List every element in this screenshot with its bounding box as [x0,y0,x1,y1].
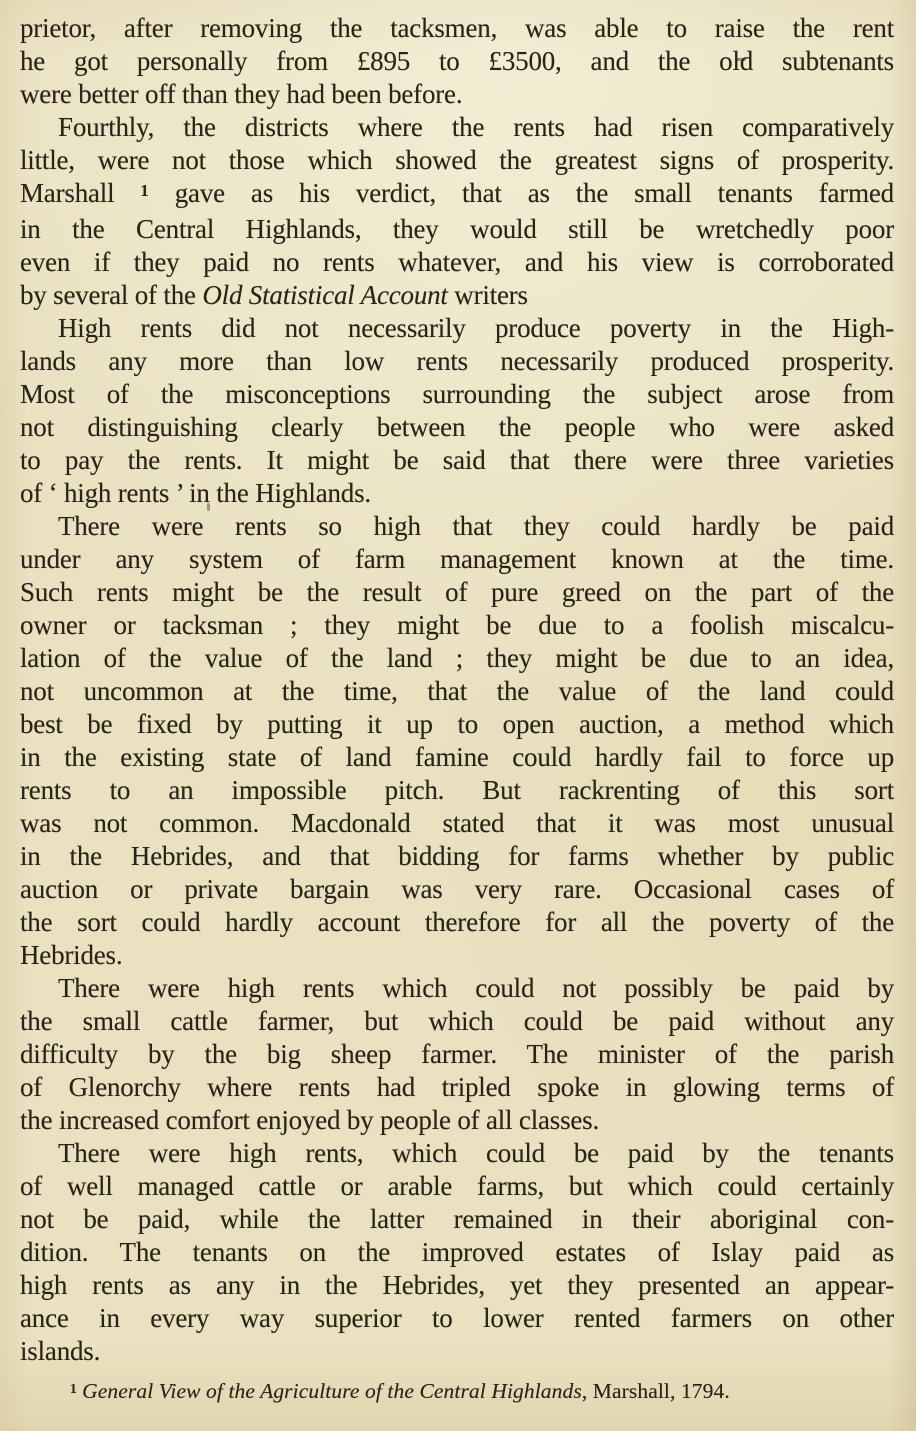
text-line [20,1005,894,1038]
text-line [20,111,894,144]
text-segment: not be paid, while the latter remained in their aboriginal con- [20,1204,894,1234]
text-segment: of ‘ high rents ’ in the Highlands. [20,478,371,508]
text-segment: not uncommon at the time, that the value of the land could [20,676,894,706]
text-line [20,939,894,972]
text-line [20,807,894,840]
paragraph [20,12,894,111]
text-line [20,1038,894,1071]
text-line [20,177,894,213]
text-line [20,1104,894,1137]
text-line [20,1269,894,1302]
text-segment: in the existing state of land famine could hardly fail to force up [20,742,894,772]
text-segment: the small cattle farmer, but which could be paid without any [20,1006,894,1036]
text-segment: by several of the [20,280,203,310]
text-segment: prietor, after removing the tacksmen, was able to raise the rent [20,13,894,43]
paragraph [20,972,894,1137]
text-line [20,906,894,939]
text-segment: Such rents might be the result of pure greed on the part of the [20,577,894,607]
text-segment: high rents as any in the Hebrides, yet they presented an appear- [20,1270,894,1300]
text-segment: he got personally from £895 to £3500, and the old subtenants [20,46,894,76]
text-segment: lation of the value of the land ; they might be due to an idea, [20,643,894,673]
text-line [20,1302,894,1335]
text-line [20,609,894,642]
text-segment: , Marshall, 1794. [581,1379,730,1403]
text-line [20,972,894,1005]
text-line [20,642,894,675]
text-line [20,1071,894,1104]
footnote [20,1376,894,1409]
text-line [20,774,894,807]
text-segment: even if they paid no rents whatever, and his view is corroborated [20,247,894,277]
text-segment: of Glenorchy where rents had tripled spoke in glowing terms of [20,1072,894,1102]
paragraph [20,312,894,510]
text-segment: was not common. Macdonald stated that it was most unusual [20,808,894,838]
text-segment: Hebrides. [20,940,123,970]
text-segment: the sort could hardly account therefore for all the poverty of the [20,907,894,937]
text-segment: not distinguishing clearly between the people who were asked [20,412,894,442]
text-line [20,444,894,477]
italic-text: Old Statistical Account [202,280,448,310]
footnote-reference: 1 [70,1380,77,1396]
text-segment: Most of the misconceptions surrounding the subject arose from [20,379,894,409]
text-line [20,378,894,411]
text-line [20,45,894,78]
text-segment: of well managed cattle or arable farms, but which could certainly [20,1171,894,1201]
text-line [20,246,894,279]
text-line [20,477,894,510]
text-segment: High rents did not necessarily produce poverty in the High- [58,313,894,343]
text-line [20,1137,894,1170]
page-text [20,12,894,1368]
paragraph [20,510,894,972]
text-segment: Fourthly, the districts where the rents had risen comparatively [58,112,894,142]
text-segment: ance in every way superior to lower rented farmers on other [20,1303,894,1333]
text-line [20,576,894,609]
text-segment: to pay the rents. It might be said that there were three varieties [20,445,894,475]
text-segment: in the Central Highlands, they would still be wretchedly poor [20,214,894,244]
text-segment: were better off than they had been before. [20,79,463,109]
text-segment: There were high rents which could not possibly be paid by [58,973,894,1003]
text-segment: difficulty by the big sheep farmer. The minister of the parish [20,1039,894,1069]
text-line [20,345,894,378]
text-line [20,840,894,873]
text-segment: writers [447,280,528,310]
text-line [20,1335,894,1368]
text-segment: auction or private bargain was very rare. Occasional cases of [20,874,894,904]
text-segment: the increased comfort enjoyed by people of all classes. [20,1105,600,1135]
italic-text: General View of the Agriculture of the Central Highlands [82,1379,582,1403]
text-line [20,12,894,45]
text-segment: little, were not those which showed the greatest signs of prosperity. [20,145,894,175]
text-line [20,312,894,345]
text-line [20,279,894,312]
text-line [20,1236,894,1269]
paragraph [20,111,894,312]
footnote-reference: 1 [140,180,149,200]
text-segment: dition. The tenants on the improved estates of Islay paid as [20,1237,894,1267]
text-line [20,78,894,111]
text-line [20,144,894,177]
text-line [20,741,894,774]
text-segment: best be fixed by putting it up to open auction, a method which [20,709,894,739]
text-line [20,543,894,576]
text-segment: There were high rents, which could be paid by the tenants [58,1138,894,1168]
text-line [20,873,894,906]
text-line [20,1203,894,1236]
text-line [20,708,894,741]
paragraph [20,1137,894,1368]
text-line [20,411,894,444]
text-segment: rents to an impossible pitch. But rackrenting of this sort [20,775,894,805]
text-segment: under any system of farm management known at the time. [20,544,894,574]
text-line [20,510,894,543]
text-segment: in the Hebrides, and that bidding for farms whether by public [20,841,894,871]
text-segment: gave as his verdict, that as the small tenants farmed [148,178,894,208]
text-segment: There were rents so high that they could hardly be paid [58,511,894,541]
text-line [20,675,894,708]
text-segment: lands any more than low rents necessarily produced prosperity. [20,346,894,376]
text-segment: owner or tacksman ; they might be due to a foolish miscalcu- [20,610,894,640]
text-line [20,1170,894,1203]
text-segment: islands. [20,1336,101,1366]
text-segment: Marshall [20,178,141,208]
text-line [20,213,894,246]
